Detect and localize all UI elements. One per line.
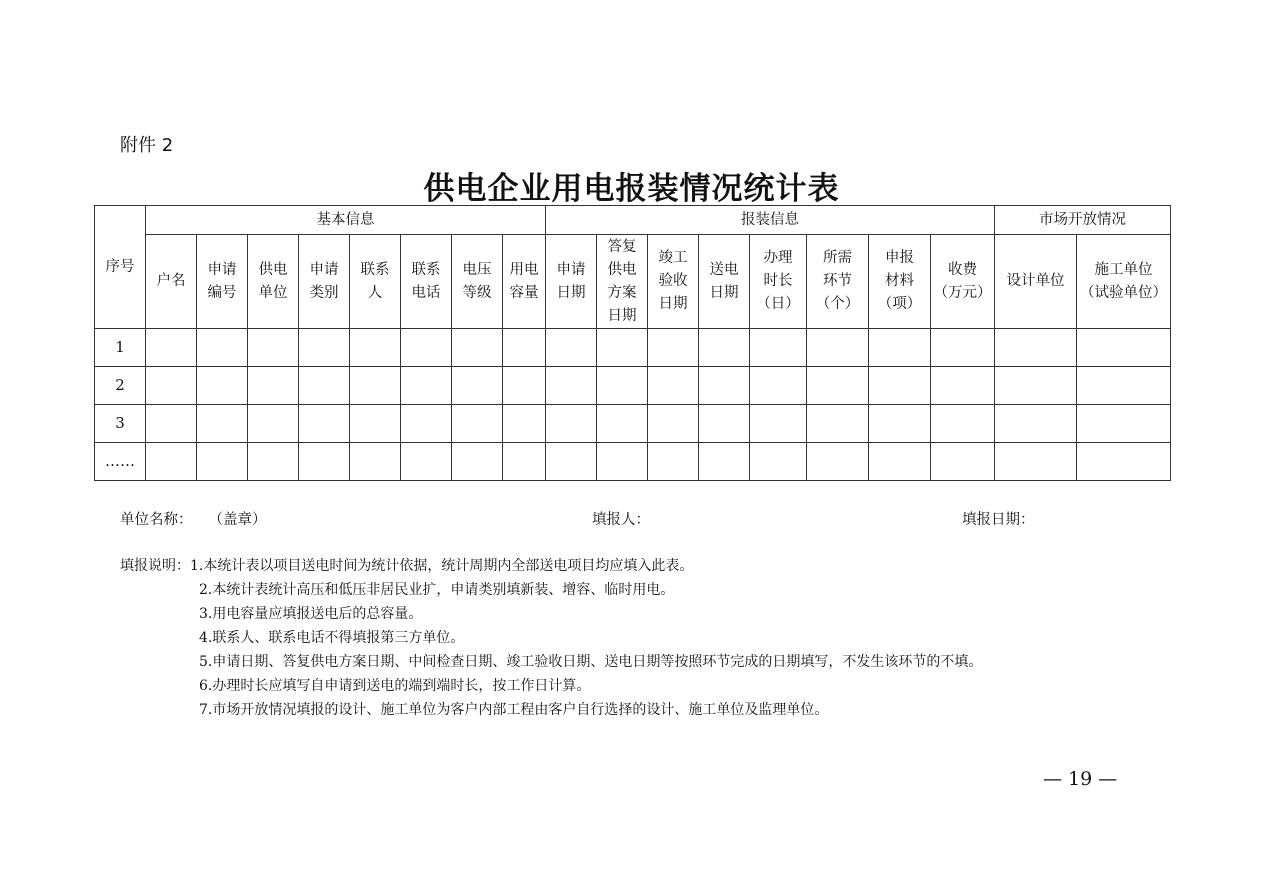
table-cell [546,405,597,443]
table-cell [299,329,350,367]
table-cell [597,443,648,481]
column-header-line: 电话 [411,284,441,301]
column-header-line: 申请 [556,261,586,278]
table-cell [648,367,699,405]
table-cell [146,329,197,367]
column-header-line: 材料 [885,273,914,289]
note-item: 7.市场开放情况填报的设计、施工单位为客户内部工程由客户自行选择的设计、施工单位及监理单位。 [199,702,829,718]
row-seq: 3 [95,405,146,443]
table-cell [699,329,750,367]
table-cell [503,443,546,481]
note-item: 填报说明：1.本统计表以项目送电时间为统计依据，统计周期内全部送电项目均应填入此表。 [120,558,694,574]
column-header [299,235,350,329]
table-cell [807,405,869,443]
column-header-line: 日期 [709,284,739,301]
column-header [807,235,869,329]
note-item: 6.办理时长应填写自申请到送电的端到端时长，按工作日计算。 [199,678,591,694]
row-seq: 2 [95,367,146,405]
column-header-line: 供电 [607,261,637,278]
table-cell [503,367,546,405]
column-header-line: 申请 [309,261,339,278]
column-header-line: 联系 [411,261,441,278]
column-header-line: 等级 [462,284,492,301]
table-row [95,367,1171,405]
table-cell [299,367,350,405]
table-cell [546,329,597,367]
table-cell [197,405,248,443]
note-item: 5.申请日期、答复供电方案日期、中间检查日期、竣工验收日期、送电日期等按照环节完成的日期填写，不发生该环节的不填。 [199,654,983,670]
page-number: — 19 — [1043,768,1118,790]
table-cell [299,443,350,481]
table-cell [750,329,807,367]
table-cell [807,443,869,481]
group-basic-info: 基本信息 [146,206,546,235]
group-market-open: 市场开放情况 [995,206,1171,235]
column-header-line: 日期 [607,307,637,324]
table-cell [1077,443,1171,481]
table-cell [197,367,248,405]
column-header-line: 日期 [658,296,688,312]
column-header [146,235,197,329]
table-cell [401,443,452,481]
attachment-label: 附件 2 [120,135,174,156]
table-row [95,443,1171,481]
table-cell [931,329,995,367]
column-header [350,235,401,329]
table-cell [699,367,750,405]
filler-label: 填报人： [592,512,650,528]
table-cell [197,329,248,367]
table-cell [995,367,1077,405]
column-header-line: 所需 [823,250,852,266]
column-header-line: 日期 [556,284,586,301]
column-header-line: 用电 [509,261,539,278]
table-cell [248,443,299,481]
column-header [546,235,597,329]
fill-instructions [120,554,982,722]
column-header-line: 时长 [763,273,793,289]
table-cell [648,329,699,367]
table-cell [401,329,452,367]
column-header [869,235,931,329]
table-cell [350,443,401,481]
column-header-line: 单位 [258,284,288,301]
table-cell [931,405,995,443]
table-cell [931,443,995,481]
table-row [95,329,1171,367]
column-header-line: 设计单位 [1006,273,1065,289]
column-header-line: 供电 [258,261,288,278]
column-header [995,235,1077,329]
column-header [931,235,995,329]
table-cell [452,329,503,367]
table-cell [248,405,299,443]
table-cell [648,405,699,443]
table-cell [350,367,401,405]
statistics-table [94,205,1171,481]
table-cell [1077,405,1171,443]
column-header [699,235,750,329]
column-header-line: 申请 [207,261,237,278]
table-cell [401,405,452,443]
table-cell [401,367,452,405]
table-cell [452,367,503,405]
column-header [648,235,699,329]
column-header-line: 编号 [207,284,237,301]
table-cell [546,443,597,481]
column-header-line: 办理 [763,250,793,266]
column-header-line: 联系 [360,261,390,278]
column-header-line: 人 [367,284,383,301]
table-cell [995,405,1077,443]
table-cell [248,329,299,367]
column-header-line: 类别 [309,284,339,301]
table-cell [350,405,401,443]
column-header-line: 容量 [509,284,539,301]
table-cell [299,405,350,443]
table-cell [597,329,648,367]
note-item: 2.本统计表统计高压和低压非居民业扩，申请类别填新装、增容、临时用电。 [199,582,675,598]
table-cell [503,329,546,367]
row-seq: 1 [95,329,146,367]
note-item: 4.联系人、联系电话不得填报第三方单位。 [199,630,465,646]
table-cell [931,367,995,405]
table-row [95,405,1171,443]
column-header-line: 验收 [658,273,688,289]
column-header-line: （万元） [933,284,992,301]
table-cell [807,367,869,405]
column-header [197,235,248,329]
note-item: 3.用电容量应填报送电后的总容量。 [199,606,423,622]
column-header-line: （试验单位） [1080,284,1167,301]
column-header-line: 施工单位 [1094,261,1153,278]
column-header [1077,235,1171,329]
table-cell [503,405,546,443]
column-header-line: （项） [877,296,922,312]
table-cell [869,443,931,481]
table-cell [750,443,807,481]
notes-label: 填报说明： [120,558,190,574]
header-seq: 序号 [95,206,146,329]
table-cell [597,367,648,405]
table-cell [807,329,869,367]
column-header [401,235,452,329]
column-header-line: 电压 [462,261,492,278]
column-header-line: （日） [756,296,800,312]
group-application-info: 报装信息 [546,206,995,235]
table-cell [995,329,1077,367]
table-cell [452,443,503,481]
table-cell [546,367,597,405]
column-header-line: 户名 [156,273,186,289]
table-cell [146,405,197,443]
column-header [503,235,546,329]
table-cell [248,367,299,405]
table-cell [995,443,1077,481]
table-cell [197,443,248,481]
column-header-line: 收费 [948,261,977,278]
column-header-line: 竣工 [658,250,688,266]
table-cell [648,443,699,481]
table-cell [869,329,931,367]
column-header-line: 申报 [885,250,914,266]
table-cell [869,405,931,443]
column-header-line: 答复 [607,238,637,255]
column-header-line: 环节 [823,273,852,289]
column-header [248,235,299,329]
page-title: 供电企业用电报装情况统计表 [423,171,840,207]
column-header-line: （个） [815,296,860,312]
table-cell [699,443,750,481]
column-header [597,235,648,329]
row-seq: …… [95,443,146,481]
table-cell [699,405,750,443]
table-cell [350,329,401,367]
table-cell [750,405,807,443]
table-cell [146,443,197,481]
column-header [452,235,503,329]
table-cell [452,405,503,443]
table-cell [869,367,931,405]
unit-name-label: 单位名称： （盖章） [120,512,267,528]
seal-label: （盖章） [208,512,267,528]
fill-date-label: 填报日期： [962,512,1035,528]
table-cell [146,367,197,405]
table-cell [597,405,648,443]
table-cell [750,367,807,405]
table-cell [1077,367,1171,405]
column-header [750,235,807,329]
table-cell [1077,329,1171,367]
column-header-line: 送电 [709,261,739,278]
column-header-line: 方案 [607,284,637,301]
